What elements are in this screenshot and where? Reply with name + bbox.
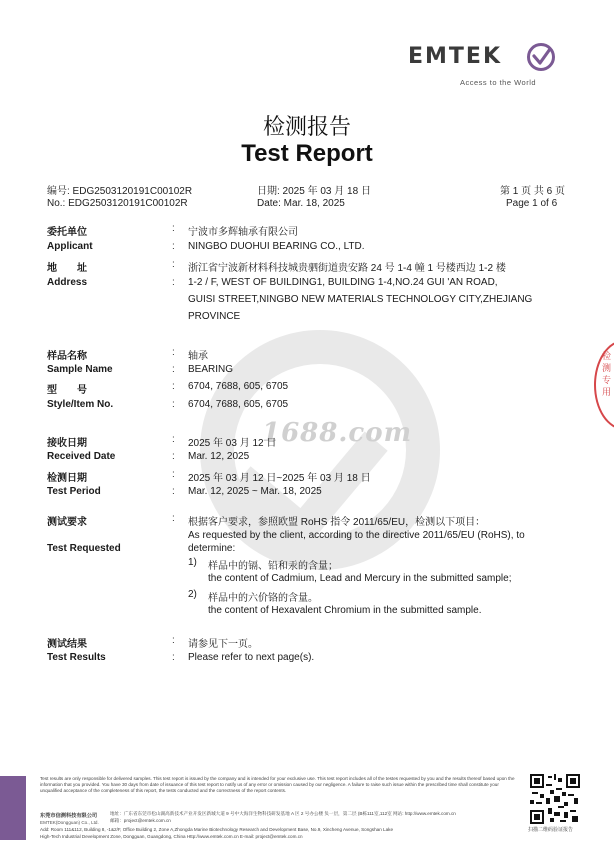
logo-brand: EMTEK — [408, 44, 503, 69]
footer-email-cn: 邮箱：project@emtek.com.cn — [110, 818, 171, 823]
requested-item2-number: 2) — [188, 589, 197, 600]
address-label-en: Address — [47, 277, 88, 288]
colon: : — [172, 635, 175, 646]
sample-name-en: BEARING — [188, 364, 234, 375]
received-value-en: Mar. 12, 2025 — [188, 451, 250, 462]
applicant-value-cn: 宁波市多辉轴承有限公司 — [188, 227, 298, 238]
period-label-cn: 检测日期 — [47, 473, 87, 484]
address-value-cn: 浙江省宁波新材料科技城贵驷街道贵安路 24 号 1-4 幢 1 号楼西边 1-2 楼 — [188, 263, 506, 274]
colon: : — [172, 513, 175, 524]
title-chinese: 检测报告 — [262, 115, 351, 140]
model-label-en: Style/Item No. — [47, 399, 114, 410]
requested-label-cn: 测试要求 — [47, 517, 87, 528]
sample-name-label-en: Sample Name — [47, 364, 113, 375]
results-label-en: Test Results — [47, 652, 106, 663]
requested-item2-cn: 样品中的六价铬的含量。 — [208, 593, 318, 604]
requested-value-en-line1: As requested by the client, according to the directive 2011/65/EU (RoHS), to — [188, 530, 525, 541]
report-number-cn: 编号: EDG2503120191C00102R — [47, 186, 193, 197]
address-label-cn: 地 址 — [47, 263, 87, 274]
colon: : — [172, 451, 175, 462]
colon: : — [172, 223, 175, 234]
model-value-cn: 6704, 7688, 605, 6705 — [188, 381, 289, 392]
report-number-en: No.: EDG2503120191C00102R — [47, 198, 188, 209]
sample-name-label-cn: 样品名称 — [47, 351, 87, 362]
page-count-en: Page 1 of 6 — [506, 198, 558, 209]
address-value-en-line1: 1-2 / F, WEST OF BUILDING1, BUILDING 1-4,NO.24 GUI 'AN ROAD, — [188, 277, 498, 288]
emtek-logo — [408, 40, 558, 90]
colon: : — [172, 364, 175, 375]
logo-check-icon — [526, 42, 556, 72]
applicant-label-cn: 委托单位 — [47, 227, 87, 238]
address-value-en-line2: GUISI STREET,NINGBO NEW MATERIALS TECHNOLOGY CITY,ZHEJIANG — [188, 294, 533, 305]
verification-qr-code[interactable] — [530, 774, 580, 824]
address-value-en-line3: PROVINCE — [188, 311, 241, 322]
results-label-cn: 测试结果 — [47, 639, 87, 650]
page-count-cn: 第 1 页 共 6 页 — [500, 186, 566, 197]
colon: : — [172, 399, 175, 410]
colon: : — [172, 241, 175, 252]
footer-disclaimer: Test results are only responsible for delivered samples. This test report is issued by the company and is intended for your exclusive use. This test report includes all of the testes requested by you and the results thereof based upon the information that you provided. You have 30 days from date of issuance of this test report to notify us of any error or omission caused by our negligence. A failure to raise such issue within the prescribed time shall constitute your unqualified acceptance of the completeness of this report, the tests conducted and the correctness of the report contents. — [40, 776, 515, 793]
period-value-en: Mar. 12, 2025 ~ Mar. 18, 2025 — [188, 486, 322, 497]
requested-item1-number: 1) — [188, 557, 197, 568]
sample-name-cn: 轴承 — [188, 351, 208, 362]
report-date-cn: 日期: 2025 年 03 月 18 日 — [257, 186, 371, 197]
colon: : — [172, 486, 175, 497]
watermark-text: 1688.com — [262, 418, 413, 448]
received-value-cn: 2025 年 03 月 12 日 — [188, 438, 277, 449]
qr-caption: 扫描二维码验证报告 — [528, 827, 574, 833]
footer-address-en-2: High-Tech Industrial Development Zone, Dongguan, Guangdong, China Http://www.emtek.com.cn E-mail: project@emtek.com.cn — [40, 834, 303, 839]
requested-value-en-line2: determine: — [188, 543, 236, 554]
footer-address-cn: 地址：广东省东莞市松山湖高新技术产业开发区新城大道 9 号中大海洋生物科技研发基地 A 区 2 号办公楼 负一层，第二层 (B栋111室,112室 网站: http://www.emtek.com.cn — [110, 811, 456, 816]
colon: : — [172, 259, 175, 270]
footer-company-cn: 东莞市信测科技有限公司 — [40, 813, 98, 819]
received-label-en: Received Date — [47, 451, 116, 462]
colon: : — [172, 434, 175, 445]
official-stamp-text: 检测专用 — [602, 351, 612, 397]
footer-accent-bar — [0, 776, 26, 840]
requested-item1-en: the content of Cadmium, Lead and Mercury in the submitted sample; — [208, 573, 512, 584]
results-value-cn: 请参见下一页。 — [188, 639, 258, 650]
requested-value-cn: 根据客户要求，参照欧盟 RoHS 指令 2011/65/EU，检测以下项目： — [188, 517, 486, 528]
model-value-en: 6704, 7688, 605, 6705 — [188, 399, 289, 410]
footer-address-en: Add: Room 111&112, Building 8, -1&2/F, Office Building 2, Zone A,Zhongda Marine Biotechnology Research and Development Base, No.9, Xincheng Avenue, Songshan Lake — [40, 827, 394, 832]
footer-company-en: EMTEK(Dongguan) Co., Ltd. — [40, 820, 99, 825]
applicant-label-en: Applicant — [47, 241, 93, 252]
results-value-en: Please refer to next page(s). — [188, 652, 315, 663]
colon: : — [172, 469, 175, 480]
applicant-value-en: NINGBO DUOHUI BEARING CO., LTD. — [188, 241, 365, 252]
received-label-cn: 接收日期 — [47, 438, 87, 449]
requested-label-en: Test Requested — [47, 543, 121, 554]
colon: : — [172, 277, 175, 288]
colon: : — [172, 652, 175, 663]
requested-item2-en: the content of Hexavalent Chromium in the submitted sample. — [208, 605, 482, 616]
model-label-cn: 型 号 — [47, 385, 87, 396]
colon: : — [172, 347, 175, 358]
colon: : — [172, 381, 175, 392]
requested-item1-cn: 样品中的镉、铅和汞的含量； — [208, 561, 338, 572]
title-english: Test Report — [241, 140, 373, 167]
period-label-en: Test Period — [47, 486, 101, 497]
report-date-en: Date: Mar. 18, 2025 — [257, 198, 345, 209]
period-value-cn: 2025 年 03 月 12 日~2025 年 03 月 18 日 — [188, 473, 371, 484]
logo-tagline: Access to the World — [460, 78, 537, 87]
